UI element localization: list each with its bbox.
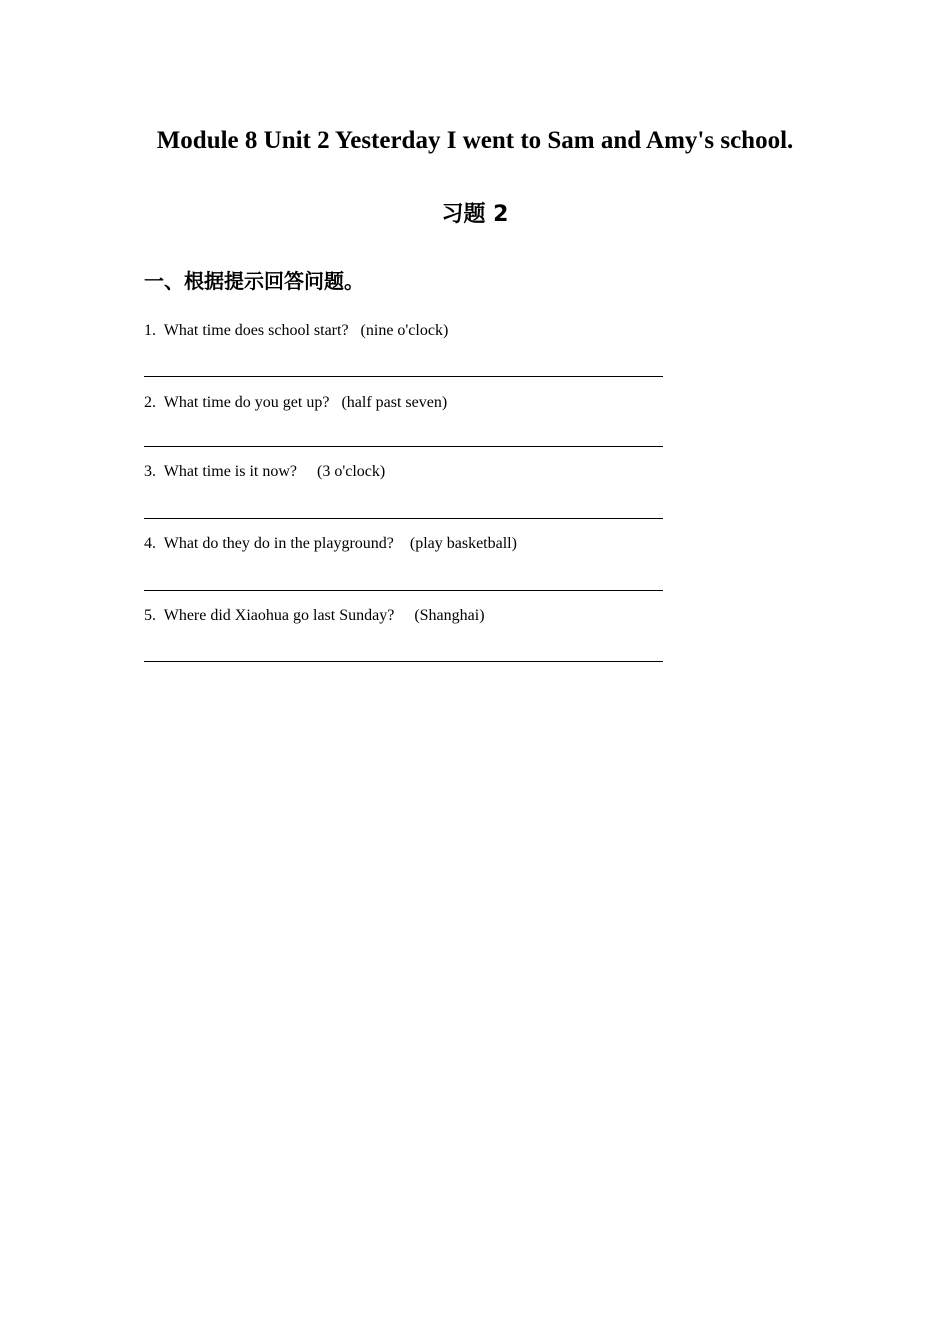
section-heading: 一、根据提示回答问题。: [144, 269, 364, 293]
question-4: 4. What do they do in the playground? (play basketball): [144, 535, 517, 552]
answer-line-5[interactable]: [144, 661, 663, 662]
question-3: 3. What time is it now? (3 o'clock): [144, 463, 386, 480]
answer-line-3[interactable]: [144, 518, 663, 519]
answer-line-4[interactable]: [144, 590, 663, 591]
page-title: Module 8 Unit 2 Yesterday I went to Sam and Amy's school.: [156, 127, 794, 154]
answer-line-1[interactable]: [144, 376, 663, 377]
question-1: 1. What time does school start? (nine o'clock): [144, 322, 449, 339]
question-5: 5. Where did Xiaohua go last Sunday? (Shanghai): [144, 607, 485, 624]
answer-line-2[interactable]: [144, 446, 663, 447]
question-2: 2. What time do you get up? (half past seven): [144, 394, 448, 411]
exercise-subtitle: 习题 2: [441, 202, 509, 227]
